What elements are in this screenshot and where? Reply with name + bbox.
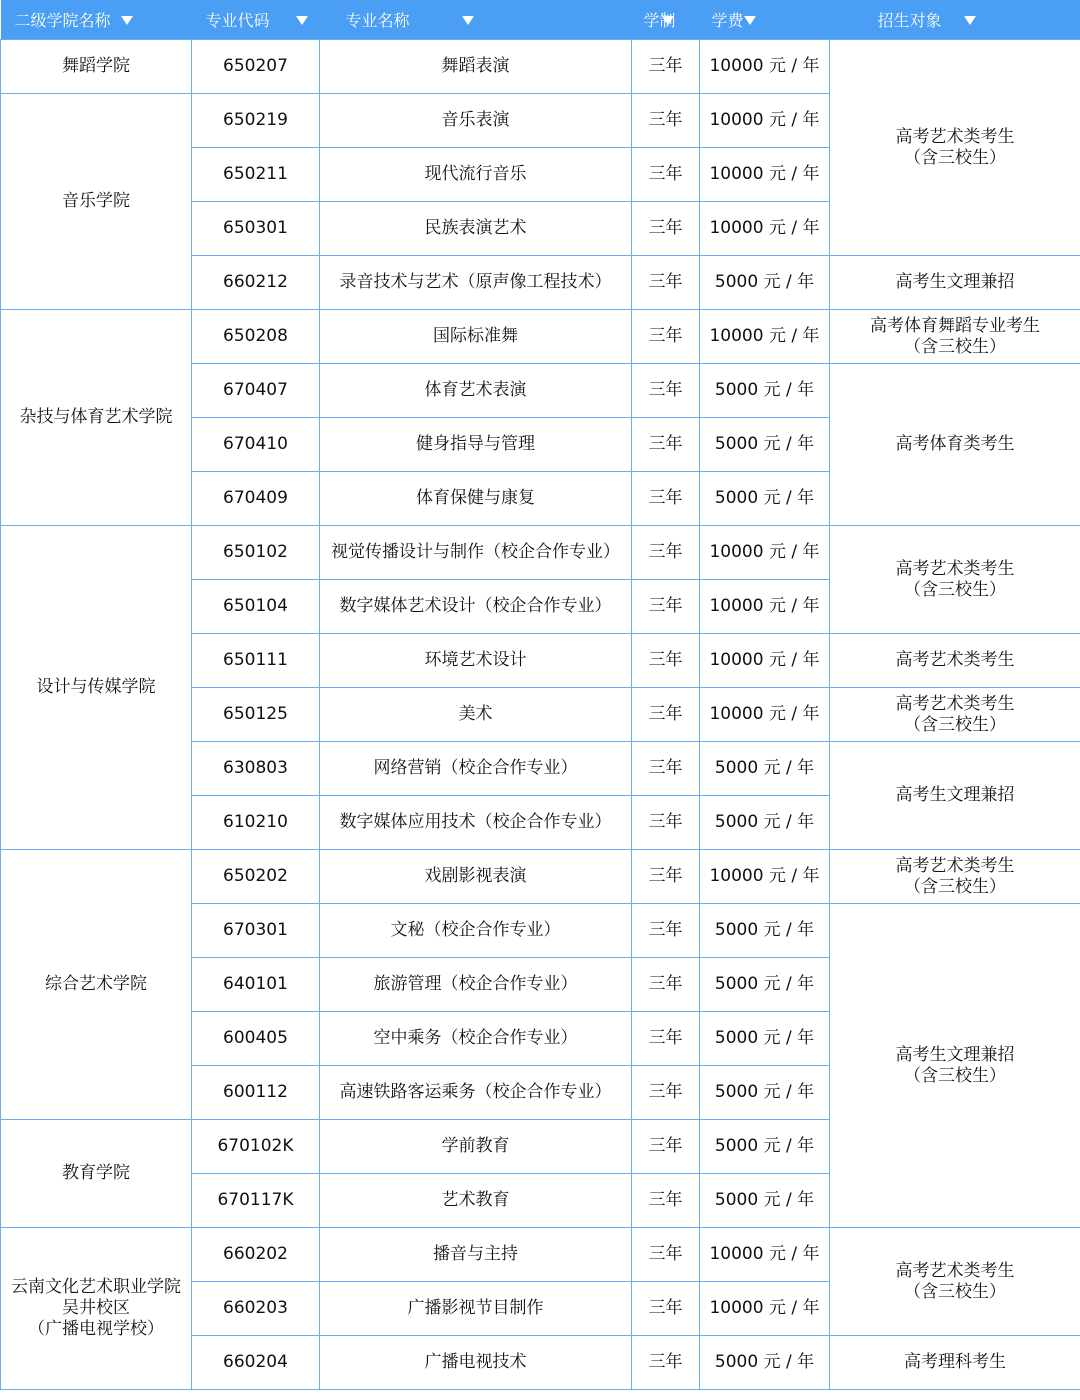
tuition-fee-cell: 10000 元 / 年 bbox=[700, 634, 830, 688]
enrollment-target-cell: 高考理科考生 bbox=[830, 1336, 1080, 1390]
major-code-cell: 650104 bbox=[192, 580, 320, 634]
duration-cell: 三年 bbox=[632, 904, 700, 958]
major-code-cell: 650301 bbox=[192, 202, 320, 256]
major-name-cell: 现代流行音乐 bbox=[320, 148, 632, 202]
header-target[interactable] bbox=[830, 0, 1080, 40]
major-code-cell: 650202 bbox=[192, 850, 320, 904]
major-code-cell: 650211 bbox=[192, 148, 320, 202]
major-name-cell: 数字媒体艺术设计（校企合作专业） bbox=[320, 580, 632, 634]
duration-cell: 三年 bbox=[632, 742, 700, 796]
duration-cell: 三年 bbox=[632, 796, 700, 850]
header-major[interactable] bbox=[320, 0, 632, 40]
header-code[interactable] bbox=[192, 0, 320, 40]
tuition-fee-cell: 5000 元 / 年 bbox=[700, 742, 830, 796]
table-row bbox=[1, 40, 1080, 94]
major-code-cell: 600112 bbox=[192, 1066, 320, 1120]
major-code-cell: 670407 bbox=[192, 364, 320, 418]
header-label: 专业代码 bbox=[205, 11, 270, 30]
duration-cell: 三年 bbox=[632, 418, 700, 472]
enrollment-target-cell: 高考艺术类考生 （含三校生） bbox=[830, 1228, 1080, 1336]
college-name-cell: 教育学院 bbox=[1, 1120, 192, 1228]
table-row bbox=[1, 850, 1080, 904]
enrollment-target-cell: 高考艺术类考生 bbox=[830, 634, 1080, 688]
college-name-cell: 设计与传媒学院 bbox=[1, 526, 192, 850]
major-code-cell: 670102K bbox=[192, 1120, 320, 1174]
duration-cell: 三年 bbox=[632, 958, 700, 1012]
major-code-cell: 660202 bbox=[192, 1228, 320, 1282]
enrollment-target-cell: 高考生文理兼招 bbox=[830, 256, 1080, 310]
duration-cell: 三年 bbox=[632, 202, 700, 256]
header-duration[interactable] bbox=[632, 0, 700, 40]
major-name-cell: 播音与主持 bbox=[320, 1228, 632, 1282]
major-name-cell: 文秘（校企合作专业） bbox=[320, 904, 632, 958]
duration-cell: 三年 bbox=[632, 256, 700, 310]
major-code-cell: 660204 bbox=[192, 1336, 320, 1390]
table-header-row bbox=[1, 0, 1080, 40]
tuition-fee-cell: 10000 元 / 年 bbox=[700, 850, 830, 904]
table-body bbox=[1, 40, 1080, 1390]
header-college[interactable] bbox=[1, 0, 192, 40]
college-name-cell: 音乐学院 bbox=[1, 94, 192, 310]
major-code-cell: 670117K bbox=[192, 1174, 320, 1228]
major-name-cell: 数字媒体应用技术（校企合作专业） bbox=[320, 796, 632, 850]
tuition-fee-cell: 10000 元 / 年 bbox=[700, 526, 830, 580]
duration-cell: 三年 bbox=[632, 580, 700, 634]
major-name-cell: 空中乘务（校企合作专业） bbox=[320, 1012, 632, 1066]
major-name-cell: 高速铁路客运乘务（校企合作专业） bbox=[320, 1066, 632, 1120]
header-label: 招生对象 bbox=[877, 11, 942, 30]
tuition-fee-cell: 10000 元 / 年 bbox=[700, 94, 830, 148]
enrollment-target-cell: 高考艺术类考生 （含三校生） bbox=[830, 40, 1080, 256]
major-code-cell: 640101 bbox=[192, 958, 320, 1012]
major-code-cell: 650207 bbox=[192, 40, 320, 94]
enrollment-target-cell: 高考体育舞蹈专业考生 （含三校生） bbox=[830, 310, 1080, 364]
duration-cell: 三年 bbox=[632, 1228, 700, 1282]
major-name-cell: 美术 bbox=[320, 688, 632, 742]
duration-cell: 三年 bbox=[632, 850, 700, 904]
duration-cell: 三年 bbox=[632, 688, 700, 742]
enrollment-target-cell: 高考体育类考生 bbox=[830, 364, 1080, 526]
tuition-fee-cell: 10000 元 / 年 bbox=[700, 1282, 830, 1336]
major-name-cell: 体育保健与康复 bbox=[320, 472, 632, 526]
major-name-cell: 体育艺术表演 bbox=[320, 364, 632, 418]
tuition-fee-cell: 10000 元 / 年 bbox=[700, 310, 830, 364]
major-code-cell: 660203 bbox=[192, 1282, 320, 1336]
tuition-fee-cell: 5000 元 / 年 bbox=[700, 256, 830, 310]
dropdown-arrow-icon[interactable] bbox=[964, 16, 976, 25]
major-code-cell: 650208 bbox=[192, 310, 320, 364]
header-label: 学费 bbox=[711, 11, 744, 30]
header-label: 二级学院名称 bbox=[14, 11, 111, 30]
duration-cell: 三年 bbox=[632, 148, 700, 202]
major-code-cell: 600405 bbox=[192, 1012, 320, 1066]
duration-cell: 三年 bbox=[632, 1174, 700, 1228]
enrollment-target-cell: 高考艺术类考生 （含三校生） bbox=[830, 850, 1080, 904]
major-name-cell: 民族表演艺术 bbox=[320, 202, 632, 256]
major-code-cell: 650111 bbox=[192, 634, 320, 688]
duration-cell: 三年 bbox=[632, 1066, 700, 1120]
tuition-fee-cell: 5000 元 / 年 bbox=[700, 904, 830, 958]
duration-cell: 三年 bbox=[632, 40, 700, 94]
major-name-cell: 环境艺术设计 bbox=[320, 634, 632, 688]
tuition-fee-cell: 5000 元 / 年 bbox=[700, 472, 830, 526]
enrollment-target-cell: 高考艺术类考生 （含三校生） bbox=[830, 688, 1080, 742]
duration-cell: 三年 bbox=[632, 526, 700, 580]
major-name-cell: 舞蹈表演 bbox=[320, 40, 632, 94]
tuition-fee-cell: 5000 元 / 年 bbox=[700, 418, 830, 472]
dropdown-arrow-icon[interactable] bbox=[662, 16, 674, 25]
enrollment-target-cell: 高考艺术类考生 （含三校生） bbox=[830, 526, 1080, 634]
tuition-fee-cell: 5000 元 / 年 bbox=[700, 1066, 830, 1120]
tuition-fee-cell: 10000 元 / 年 bbox=[700, 148, 830, 202]
duration-cell: 三年 bbox=[632, 1012, 700, 1066]
tuition-fee-cell: 10000 元 / 年 bbox=[700, 202, 830, 256]
tuition-fee-cell: 10000 元 / 年 bbox=[700, 1228, 830, 1282]
duration-cell: 三年 bbox=[632, 472, 700, 526]
college-name-cell: 云南文化艺术职业学院 吴井校区 （广播电视学校） bbox=[1, 1228, 192, 1390]
major-name-cell: 戏剧影视表演 bbox=[320, 850, 632, 904]
major-name-cell: 广播影视节目制作 bbox=[320, 1282, 632, 1336]
header-label: 专业名称 bbox=[345, 11, 410, 30]
tuition-fee-cell: 10000 元 / 年 bbox=[700, 688, 830, 742]
duration-cell: 三年 bbox=[632, 310, 700, 364]
tuition-fee-cell: 5000 元 / 年 bbox=[700, 1174, 830, 1228]
major-name-cell: 视觉传播设计与制作（校企合作专业） bbox=[320, 526, 632, 580]
dropdown-arrow-icon[interactable] bbox=[121, 16, 133, 25]
major-name-cell: 艺术教育 bbox=[320, 1174, 632, 1228]
table-row bbox=[1, 1228, 1080, 1282]
major-code-cell: 650102 bbox=[192, 526, 320, 580]
duration-cell: 三年 bbox=[632, 364, 700, 418]
major-code-cell: 660212 bbox=[192, 256, 320, 310]
dropdown-arrow-icon[interactable] bbox=[296, 16, 308, 25]
tuition-fee-cell: 5000 元 / 年 bbox=[700, 796, 830, 850]
table-row bbox=[1, 310, 1080, 364]
enrollment-target-cell: 高考生文理兼招 （含三校生） bbox=[830, 904, 1080, 1228]
header-label: 学制 bbox=[643, 11, 676, 30]
major-code-cell: 670410 bbox=[192, 418, 320, 472]
tuition-fee-cell: 10000 元 / 年 bbox=[700, 580, 830, 634]
major-code-cell: 670409 bbox=[192, 472, 320, 526]
major-name-cell: 音乐表演 bbox=[320, 94, 632, 148]
tuition-fee-cell: 5000 元 / 年 bbox=[700, 958, 830, 1012]
college-name-cell: 杂技与体育艺术学院 bbox=[1, 310, 192, 526]
tuition-fee-cell: 5000 元 / 年 bbox=[700, 1012, 830, 1066]
header-fee[interactable] bbox=[700, 0, 830, 40]
duration-cell: 三年 bbox=[632, 94, 700, 148]
college-name-cell: 综合艺术学院 bbox=[1, 850, 192, 1120]
major-name-cell: 网络营销（校企合作专业） bbox=[320, 742, 632, 796]
college-name-cell: 舞蹈学院 bbox=[1, 40, 192, 94]
duration-cell: 三年 bbox=[632, 1336, 700, 1390]
enrollment-target-cell: 高考生文理兼招 bbox=[830, 742, 1080, 850]
tuition-fee-cell: 10000 元 / 年 bbox=[700, 40, 830, 94]
major-name-cell: 健身指导与管理 bbox=[320, 418, 632, 472]
major-code-cell: 610210 bbox=[192, 796, 320, 850]
tuition-fee-cell: 5000 元 / 年 bbox=[700, 1336, 830, 1390]
duration-cell: 三年 bbox=[632, 634, 700, 688]
table-row bbox=[1, 526, 1080, 580]
major-code-cell: 630803 bbox=[192, 742, 320, 796]
dropdown-arrow-icon[interactable] bbox=[744, 16, 756, 25]
major-code-cell: 650125 bbox=[192, 688, 320, 742]
duration-cell: 三年 bbox=[632, 1282, 700, 1336]
major-name-cell: 学前教育 bbox=[320, 1120, 632, 1174]
duration-cell: 三年 bbox=[632, 1120, 700, 1174]
major-name-cell: 旅游管理（校企合作专业） bbox=[320, 958, 632, 1012]
dropdown-arrow-icon[interactable] bbox=[462, 16, 474, 25]
major-name-cell: 广播电视技术 bbox=[320, 1336, 632, 1390]
major-name-cell: 国际标准舞 bbox=[320, 310, 632, 364]
tuition-fee-cell: 5000 元 / 年 bbox=[700, 364, 830, 418]
major-code-cell: 650219 bbox=[192, 94, 320, 148]
tuition-fee-cell: 5000 元 / 年 bbox=[700, 1120, 830, 1174]
major-code-cell: 670301 bbox=[192, 904, 320, 958]
major-name-cell: 录音技术与艺术（原声像工程技术） bbox=[320, 256, 632, 310]
